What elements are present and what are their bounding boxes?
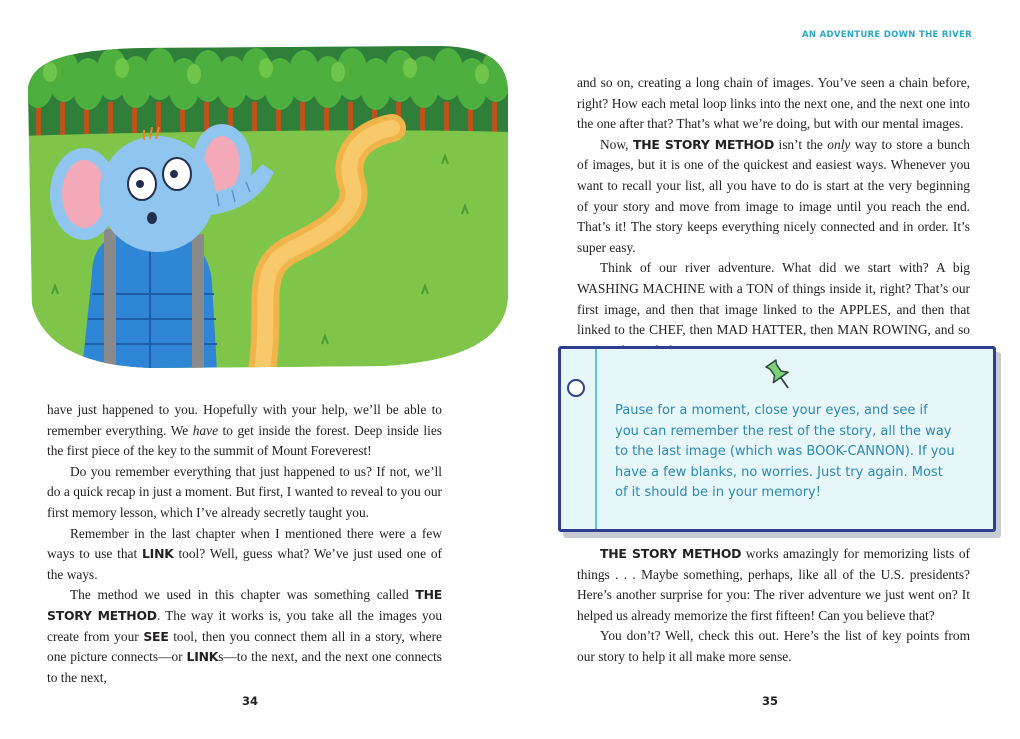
left-page-body xyxy=(47,400,442,688)
note-card xyxy=(558,346,996,532)
keyword: THE STORY METHOD xyxy=(632,136,775,152)
text-run: Now, xyxy=(600,136,633,152)
keyword: THE STORY METHOD xyxy=(47,587,442,623)
text-run: Think of our river adventure. What did we start with? A big WASHING MACHINE with a TON of things inside it, right? That’s our first image, and then that image linked to the APPLES, and then that linked to the CHEF, then MAD HATTER, then MAN ROWING, and so xyxy=(577,260,970,338)
text-run: isn’t the xyxy=(774,136,828,152)
paragraph xyxy=(47,585,442,688)
paragraph xyxy=(577,626,970,667)
keyword: LINK xyxy=(141,546,174,562)
text-run: . The way it works is, you take all the images you create from your xyxy=(47,607,443,644)
page-number: 35 xyxy=(762,694,779,708)
text-run: have just happened to you. Hopefully with your help, we’ll be able to remember everything. We xyxy=(47,402,442,438)
text-run: to get inside the forest. Deep inside lies the first piece of the key to the summit of Mount Foreverest! xyxy=(47,422,442,459)
running-head: AN ADVENTURE DOWN THE RIVER xyxy=(802,30,972,40)
paragraph xyxy=(577,135,970,259)
pushpin-icon xyxy=(761,357,797,393)
paragraph xyxy=(47,524,442,586)
text-run: You don’t? Well, check this out. Here’s the list of key points from our story to help it all make more sense. xyxy=(577,628,970,664)
text-run: tool, then you connect them all in a story, where one picture connects—or xyxy=(47,628,443,665)
paragraph xyxy=(577,73,970,135)
text-run: tool? Well, guess what? We’ve just used one of the ways. xyxy=(47,546,442,582)
keyword: LINK xyxy=(186,649,219,665)
paragraph xyxy=(577,544,970,626)
text-run: Remember in the last chapter when I mentioned there were a few ways to use that xyxy=(47,525,442,562)
right-page-body-top xyxy=(577,73,970,361)
text-run: and so on, creating a long chain of images. You’ve seen a chain before, right? How each metal loop links into the next one, and the next one into the one after that? That’s what we’re doing, but with our mental images. xyxy=(577,75,970,132)
note-margin-line xyxy=(595,349,597,529)
right-page xyxy=(510,0,1020,739)
text-run: The method we used in this chapter was something called xyxy=(70,587,416,603)
emphasis: have xyxy=(192,422,219,438)
keyword: THE STORY METHOD xyxy=(600,546,742,561)
page-number: 34 xyxy=(242,694,259,708)
paragraph xyxy=(47,400,442,462)
binder-hole-icon xyxy=(567,379,585,397)
elephant-on-forest-path-illustration xyxy=(22,44,510,370)
paragraph xyxy=(47,462,442,524)
text-run: works amazingly for memorizing lists of things . . . Maybe something, perhaps, like all of the U.S. presidents? Here’s another surprise for you: The river adventure we just went on? It helped us already memorize the first fifteen! Can you believe that? xyxy=(577,546,970,623)
text-run: s—to the next, and the next one connects to the next, xyxy=(47,649,442,685)
right-page-body-bottom xyxy=(577,544,970,668)
note-text: Pause for a moment, close your eyes, and see if you can remember the rest of the story, all the way to the last image (which was BOOK-CANNON). If you have a few blanks, no worries. Just try again. Most of it should be in your memory! xyxy=(615,403,955,501)
text-run: way to store a bunch of images, but it is one of the quickest and easiest ways. Whenever you want to recall your list, all you have to do is start at the very beginning of your story and move from image to image until you reach the end. That’s it! The story keeps everything nicely connected and in order. It’s super easy. xyxy=(577,136,970,255)
emphasis: only xyxy=(827,136,851,152)
keyword: SEE xyxy=(143,628,169,644)
text-run: Do you remember everything that just happened to us? If not, we’ll do a quick recap in just a moment. But first, I wanted to reveal to you our first memory lesson, which I’ve already secretly taught you. xyxy=(47,463,442,520)
